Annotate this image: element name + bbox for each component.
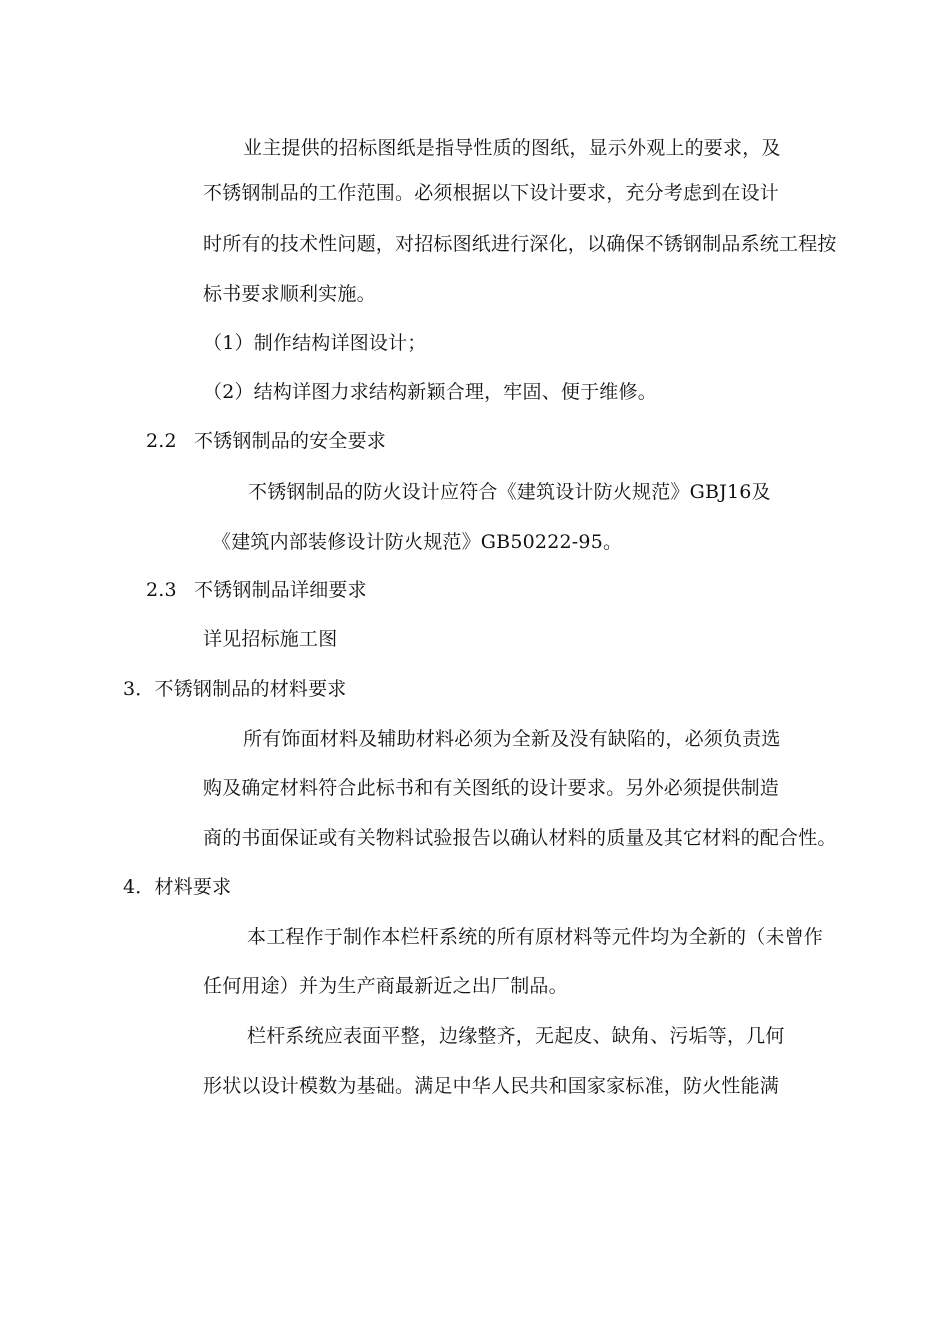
paragraph-line: 商的书面保证或有关物料试验报告以确认材料的质量及其它材料的配合性。 (203, 827, 837, 849)
section-title: 不锈钢制品详细要求 (194, 579, 367, 601)
section-heading-4: 4．材料要求 (123, 876, 232, 898)
section-heading-2-2 (146, 429, 386, 453)
paragraph-line: 详见招标施工图 (203, 628, 338, 650)
section-title: 不锈钢制品的安全要求 (194, 430, 387, 452)
section-heading-2-3 (146, 578, 367, 602)
paragraph-line: 《建筑内部装修设计防火规范》GB50222-95。 (212, 531, 623, 553)
paragraph-line: 不锈钢制品的工作范围。必须根据以下设计要求，充分考虑到在设计 (203, 182, 780, 204)
list-item: （2）结构详图力求结构新颖合理，牢固、便于维修。 (203, 381, 657, 403)
paragraph-line: 形状以设计模数为基础。满足中华人民共和国家家标准，防火性能满 (203, 1075, 780, 1097)
paragraph-line: 时所有的技术性问题，对招标图纸进行深化，以确保不锈钢制品系统工程按 (203, 233, 837, 255)
paragraph-line: 不锈钢制品的防火设计应符合《建筑设计防火规范》GBJ16及 (248, 481, 771, 503)
paragraph-line: 任何用途）并为生产商最新近之出厂制品。 (203, 975, 568, 997)
paragraph-line: 本工程作于制作本栏杆系统的所有原材料等元件均为全新的（未曾作 (247, 926, 824, 948)
paragraph-line: 所有饰面材料及辅助材料必须为全新及没有缺陷的，必须负责选 (243, 728, 781, 750)
paragraph-line: 标书要求顺利实施。 (203, 283, 376, 305)
section-heading-3: 3．不锈钢制品的材料要求 (123, 678, 347, 700)
section-number: 2.2 (146, 430, 177, 452)
list-item: （1）制作结构详图设计； (203, 332, 427, 354)
paragraph-line: 栏杆系统应表面平整，边缘整齐，无起皮、缺角、污垢等，几何 (247, 1025, 785, 1047)
paragraph-line: 业主提供的招标图纸是指导性质的图纸，显示外观上的要求，及 (243, 137, 781, 159)
section-number: 2.3 (146, 579, 177, 601)
paragraph-line: 购及确定材料符合此标书和有关图纸的设计要求。另外必须提供制造 (203, 777, 780, 799)
